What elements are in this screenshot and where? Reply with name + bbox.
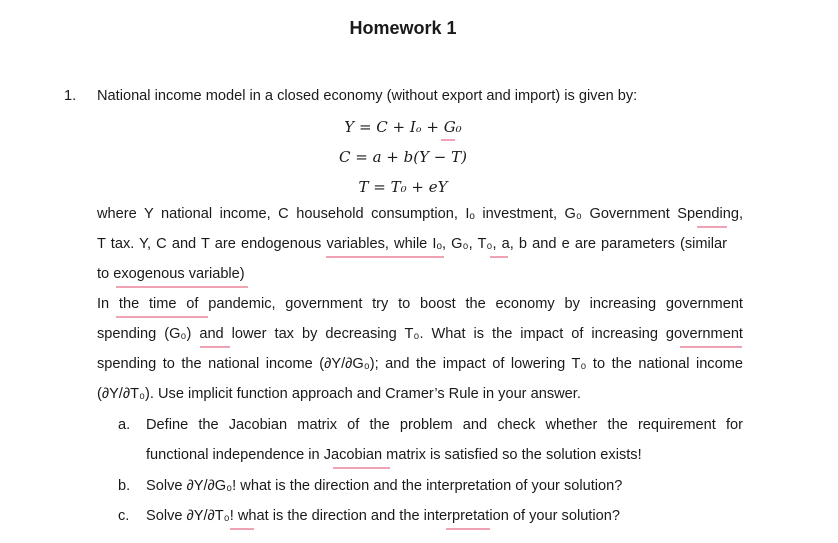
definitions-line-3: to exogenous variable) [97,266,245,282]
question-intro: National income model in a closed economy (without export and import) is given by: [97,88,638,104]
subquestion-b-text: Solve ∂Y/∂G₀! what is the direction and the interpretation of your solution? [146,478,623,494]
spellcheck-underline [333,467,390,469]
equation-consumption: C = a + b(Y − T) [339,148,467,166]
pandemic-line-4: (∂Y/∂T₀). Use implicit function approach and Cramer’s Rule in your answer. [97,386,581,402]
question-number: 1. [64,88,77,104]
definitions-line-1: where Y national income, C household consumption, Iₒ investment, G₀ Government Spending, [97,206,743,222]
pandemic-line-2: spending (G₀) and lower tax by decreasing T₀. What is the impact of increasing government [97,326,743,342]
spellcheck-underline [680,346,742,348]
subquestion-a-letter: a. [118,417,131,433]
subquestion-a-line-2: functional independence in Jacobian matrix is satisfied so the solution exists! [146,447,642,463]
spellcheck-underline [490,256,508,258]
subquestion-b-letter: b. [118,478,131,494]
spellcheck-underline [441,139,455,141]
subquestion-a-line-1: Define the Jacobian matrix of the problem and check whether the requirement for [146,417,743,433]
spellcheck-underline [697,226,727,228]
spellcheck-underline [326,256,444,258]
spellcheck-underline [200,346,230,348]
page-title: Homework 1 [349,18,457,38]
spellcheck-underline [116,316,208,318]
spellcheck-underline [446,528,490,530]
subquestion-c-letter: c. [118,508,130,524]
equation-income: Y = C + Iₒ + G₀ [344,118,462,136]
spellcheck-underline [230,528,254,530]
equation-tax: T = T₀ + eY [358,178,448,196]
pandemic-line-1: In the time of pandemic, government try to boost the economy by increasing government [97,296,743,312]
pandemic-line-3: spending to the national income (∂Y/∂G₀); and the impact of lowering T₀ to the national income [97,356,743,372]
spellcheck-underline [116,286,248,288]
subquestion-c-text: Solve ∂Y/∂T₀! what is the direction and the interpretation of your solution? [146,508,620,524]
definitions-line-2: T tax. Y, C and T are endogenous variables, while Iₒ, G₀, T₀, a, b and e are parameters (similar [97,236,727,252]
